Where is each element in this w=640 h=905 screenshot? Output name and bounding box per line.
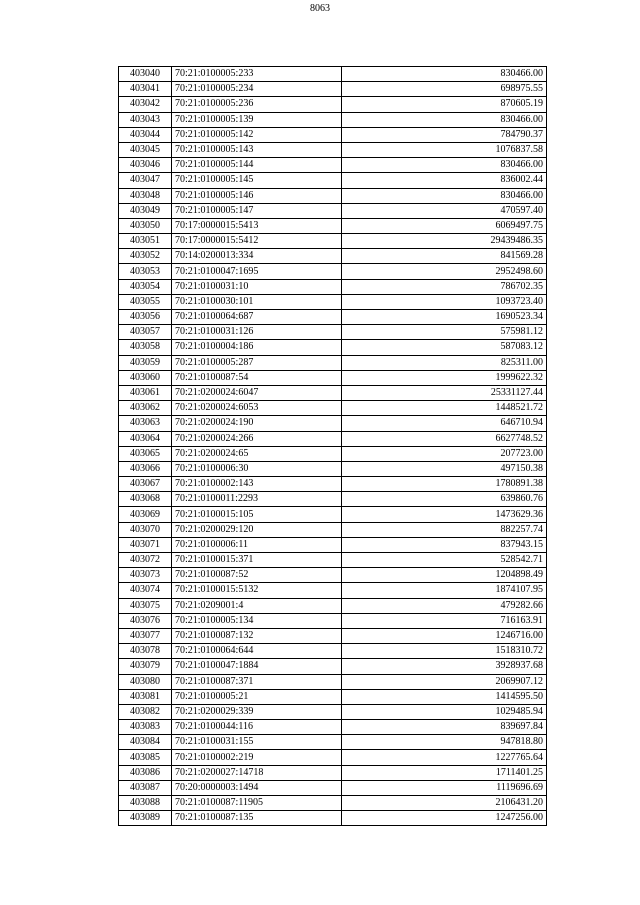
- row-number-cell: 403061: [119, 385, 172, 400]
- cadastral-value-cell: 1690523.34: [342, 310, 547, 325]
- cadastral-number-cell: 70:21:0100004:186: [172, 340, 342, 355]
- table-row: [119, 158, 547, 173]
- cadastral-number-cell: 70:21:0100031:126: [172, 325, 342, 340]
- row-number-cell: 403053: [119, 264, 172, 279]
- cadastral-value-cell: 639860.76: [342, 492, 547, 507]
- row-number-cell: 403059: [119, 355, 172, 370]
- table-row: [119, 583, 547, 598]
- cadastral-number-cell: 70:21:0100087:135: [172, 811, 342, 826]
- table-row: [119, 355, 547, 370]
- cadastral-value-cell: 1711401.25: [342, 765, 547, 780]
- table-row: [119, 385, 547, 400]
- row-number-cell: 403072: [119, 553, 172, 568]
- table-row: [119, 598, 547, 613]
- table-row: [119, 294, 547, 309]
- cadastral-value-cell: 1999622.32: [342, 370, 547, 385]
- cadastral-value-cell: 1246716.00: [342, 628, 547, 643]
- cadastral-value-cell: 1227765.64: [342, 750, 547, 765]
- row-number-cell: 403079: [119, 659, 172, 674]
- cadastral-number-cell: 70:21:0100005:147: [172, 203, 342, 218]
- cadastral-value-cell: 947818.80: [342, 735, 547, 750]
- row-number-cell: 403055: [119, 294, 172, 309]
- row-number-cell: 403062: [119, 401, 172, 416]
- row-number-cell: 403051: [119, 234, 172, 249]
- row-number-cell: 403046: [119, 158, 172, 173]
- row-number-cell: 403067: [119, 477, 172, 492]
- table-row: [119, 325, 547, 340]
- cadastral-number-cell: 70:21:0100044:116: [172, 720, 342, 735]
- cadastral-value-cell: 716163.91: [342, 613, 547, 628]
- cadastral-value-cell: 25331127.44: [342, 385, 547, 400]
- cadastral-value-cell: 1029485.94: [342, 704, 547, 719]
- row-number-cell: 403082: [119, 704, 172, 719]
- table-row: [119, 249, 547, 264]
- cadastral-value-cell: 839697.84: [342, 720, 547, 735]
- row-number-cell: 403042: [119, 97, 172, 112]
- cadastral-number-cell: 70:21:0100005:144: [172, 158, 342, 173]
- row-number-cell: 403043: [119, 112, 172, 127]
- cadastral-value-cell: 1874107.95: [342, 583, 547, 598]
- row-number-cell: 403044: [119, 127, 172, 142]
- row-number-cell: 403066: [119, 461, 172, 476]
- table-row: [119, 310, 547, 325]
- cadastral-value-cell: 1119696.69: [342, 780, 547, 795]
- table-row: [119, 689, 547, 704]
- cadastral-value-cell: 1473629.36: [342, 507, 547, 522]
- cadastral-value-cell: 1518310.72: [342, 644, 547, 659]
- row-number-cell: 403045: [119, 142, 172, 157]
- table-row: [119, 401, 547, 416]
- table-row: [119, 720, 547, 735]
- cadastral-number-cell: 70:21:0100015:5132: [172, 583, 342, 598]
- cadastral-number-cell: 70:21:0200024:65: [172, 446, 342, 461]
- table-row: [119, 67, 547, 82]
- cadastral-value-cell: 841569.28: [342, 249, 547, 264]
- cadastral-value-cell: 825311.00: [342, 355, 547, 370]
- table-row: [119, 188, 547, 203]
- cadastral-value-cell: 1247256.00: [342, 811, 547, 826]
- row-number-cell: 403088: [119, 796, 172, 811]
- cadastral-number-cell: 70:21:0200024:190: [172, 416, 342, 431]
- cadastral-number-cell: 70:21:0100006:30: [172, 461, 342, 476]
- table-row: [119, 537, 547, 552]
- table-row: [119, 142, 547, 157]
- cadastral-number-cell: 70:17:0000015:5413: [172, 218, 342, 233]
- table-row: [119, 735, 547, 750]
- table-row: [119, 112, 547, 127]
- table-row: [119, 750, 547, 765]
- cadastral-value-cell: 830466.00: [342, 112, 547, 127]
- table-row: [119, 507, 547, 522]
- cadastral-number-cell: 70:21:0200024:6047: [172, 385, 342, 400]
- cadastral-number-cell: 70:21:0100015:371: [172, 553, 342, 568]
- table-row: [119, 446, 547, 461]
- row-number-cell: 403060: [119, 370, 172, 385]
- cadastral-value-cell: 837943.15: [342, 537, 547, 552]
- row-number-cell: 403064: [119, 431, 172, 446]
- row-number-cell: 403087: [119, 780, 172, 795]
- table-row: [119, 659, 547, 674]
- cadastral-number-cell: 70:21:0100064:644: [172, 644, 342, 659]
- cadastral-value-cell: 1448521.72: [342, 401, 547, 416]
- cadastral-number-cell: 70:21:0100030:101: [172, 294, 342, 309]
- table-row: [119, 218, 547, 233]
- cadastral-number-cell: 70:17:0000015:5412: [172, 234, 342, 249]
- cadastral-value-cell: 830466.00: [342, 188, 547, 203]
- table-row: [119, 553, 547, 568]
- cadastral-value-cell: 528542.71: [342, 553, 547, 568]
- table-row: [119, 264, 547, 279]
- cadastral-number-cell: 70:21:0100002:143: [172, 477, 342, 492]
- cadastral-value-cell: 2952498.60: [342, 264, 547, 279]
- table-row: [119, 492, 547, 507]
- row-number-cell: 403080: [119, 674, 172, 689]
- cadastral-value-cell: 786702.35: [342, 279, 547, 294]
- table-row: [119, 203, 547, 218]
- cadastral-value-cell: 6627748.52: [342, 431, 547, 446]
- table-row: [119, 173, 547, 188]
- cadastral-value-cell: 497150.38: [342, 461, 547, 476]
- cadastral-number-cell: 70:20:0000003:1494: [172, 780, 342, 795]
- table-row: [119, 613, 547, 628]
- cadastral-value-cell: 836002.44: [342, 173, 547, 188]
- table-row: [119, 704, 547, 719]
- row-number-cell: 403086: [119, 765, 172, 780]
- cadastral-value-cell: 1204898.49: [342, 568, 547, 583]
- cadastral-value-cell: 575981.12: [342, 325, 547, 340]
- row-number-cell: 403063: [119, 416, 172, 431]
- row-number-cell: 403054: [119, 279, 172, 294]
- cadastral-value-cell: 29439486.35: [342, 234, 547, 249]
- cadastral-number-cell: 70:21:0100087:132: [172, 628, 342, 643]
- row-number-cell: 403040: [119, 67, 172, 82]
- table-row: [119, 97, 547, 112]
- row-number-cell: 403069: [119, 507, 172, 522]
- cadastral-number-cell: 70:21:0100011:2293: [172, 492, 342, 507]
- cadastral-value-cell: 479282.66: [342, 598, 547, 613]
- table-row: [119, 644, 547, 659]
- cadastral-value-cell: 1076837.58: [342, 142, 547, 157]
- cadastral-number-cell: 70:21:0100005:236: [172, 97, 342, 112]
- row-number-cell: 403071: [119, 537, 172, 552]
- cadastral-number-cell: 70:14:0200013:334: [172, 249, 342, 264]
- cadastral-value-cell: 2069907.12: [342, 674, 547, 689]
- table-row: [119, 127, 547, 142]
- cadastral-value-cell: 698975.55: [342, 82, 547, 97]
- row-number-cell: 403056: [119, 310, 172, 325]
- cadastral-number-cell: 70:21:0100087:11905: [172, 796, 342, 811]
- table-row: [119, 765, 547, 780]
- cadastral-number-cell: 70:21:0100005:143: [172, 142, 342, 157]
- row-number-cell: 403070: [119, 522, 172, 537]
- cadastral-number-cell: 70:21:0200029:120: [172, 522, 342, 537]
- table-row: [119, 416, 547, 431]
- table-row: [119, 522, 547, 537]
- table-row: [119, 431, 547, 446]
- cadastral-value-cell: 870605.19: [342, 97, 547, 112]
- table-row: [119, 340, 547, 355]
- cadastral-number-cell: 70:21:0100006:11: [172, 537, 342, 552]
- cadastral-number-cell: 70:21:0100005:145: [172, 173, 342, 188]
- table-row: [119, 370, 547, 385]
- cadastral-value-cell: 830466.00: [342, 158, 547, 173]
- row-number-cell: 403052: [119, 249, 172, 264]
- row-number-cell: 403058: [119, 340, 172, 355]
- row-number-cell: 403081: [119, 689, 172, 704]
- cadastral-value-cell: 646710.94: [342, 416, 547, 431]
- cadastral-value-cell: 882257.74: [342, 522, 547, 537]
- cadastral-value-cell: 3928937.68: [342, 659, 547, 674]
- cadastral-value-cell: 587083.12: [342, 340, 547, 355]
- cadastral-number-cell: 70:21:0100031:155: [172, 735, 342, 750]
- row-number-cell: 403075: [119, 598, 172, 613]
- table-row: [119, 628, 547, 643]
- cadastral-number-cell: 70:21:0100005:146: [172, 188, 342, 203]
- table-row: [119, 674, 547, 689]
- cadastral-number-cell: 70:21:0100005:21: [172, 689, 342, 704]
- row-number-cell: 403089: [119, 811, 172, 826]
- table-row: [119, 568, 547, 583]
- row-number-cell: 403068: [119, 492, 172, 507]
- cadastral-number-cell: 70:21:0100064:687: [172, 310, 342, 325]
- cadastral-number-cell: 70:21:0200024:266: [172, 431, 342, 446]
- cadastral-value-cell: 1780891.38: [342, 477, 547, 492]
- row-number-cell: 403083: [119, 720, 172, 735]
- row-number-cell: 403074: [119, 583, 172, 598]
- cadastral-number-cell: 70:21:0200024:6053: [172, 401, 342, 416]
- cadastral-number-cell: 70:21:0100002:219: [172, 750, 342, 765]
- cadastral-value-table: [118, 66, 547, 826]
- table-row: [119, 477, 547, 492]
- cadastral-value-cell: 207723.00: [342, 446, 547, 461]
- cadastral-value-cell: 470597.40: [342, 203, 547, 218]
- row-number-cell: 403047: [119, 173, 172, 188]
- cadastral-number-cell: 70:21:0100005:134: [172, 613, 342, 628]
- cadastral-number-cell: 70:21:0200027:14718: [172, 765, 342, 780]
- page-number: 8063: [310, 3, 330, 14]
- cadastral-value-cell: 1414595.50: [342, 689, 547, 704]
- cadastral-number-cell: 70:21:0209001:4: [172, 598, 342, 613]
- cadastral-value-cell: 784790.37: [342, 127, 547, 142]
- cadastral-number-cell: 70:21:0100047:1695: [172, 264, 342, 279]
- row-number-cell: 403065: [119, 446, 172, 461]
- table-row: [119, 796, 547, 811]
- row-number-cell: 403077: [119, 628, 172, 643]
- cadastral-number-cell: 70:21:0100005:139: [172, 112, 342, 127]
- cadastral-value-cell: 2106431.20: [342, 796, 547, 811]
- cadastral-value-cell: 6069497.75: [342, 218, 547, 233]
- cadastral-number-cell: 70:21:0100031:10: [172, 279, 342, 294]
- cadastral-number-cell: 70:21:0100087:54: [172, 370, 342, 385]
- table-row: [119, 234, 547, 249]
- row-number-cell: 403078: [119, 644, 172, 659]
- row-number-cell: 403084: [119, 735, 172, 750]
- row-number-cell: 403073: [119, 568, 172, 583]
- cadastral-value-cell: 1093723.40: [342, 294, 547, 309]
- cadastral-number-cell: 70:21:0100015:105: [172, 507, 342, 522]
- table-row: [119, 780, 547, 795]
- cadastral-number-cell: 70:21:0100005:142: [172, 127, 342, 142]
- cadastral-number-cell: 70:21:0100087:371: [172, 674, 342, 689]
- row-number-cell: 403050: [119, 218, 172, 233]
- table-row: [119, 82, 547, 97]
- row-number-cell: 403048: [119, 188, 172, 203]
- row-number-cell: 403076: [119, 613, 172, 628]
- cadastral-number-cell: 70:21:0100005:234: [172, 82, 342, 97]
- row-number-cell: 403057: [119, 325, 172, 340]
- table-row: [119, 461, 547, 476]
- cadastral-number-cell: 70:21:0100005:233: [172, 67, 342, 82]
- cadastral-number-cell: 70:21:0100047:1884: [172, 659, 342, 674]
- cadastral-number-cell: 70:21:0200029:339: [172, 704, 342, 719]
- table-row: [119, 279, 547, 294]
- cadastral-number-cell: 70:21:0100087:52: [172, 568, 342, 583]
- row-number-cell: 403041: [119, 82, 172, 97]
- row-number-cell: 403085: [119, 750, 172, 765]
- table-row: [119, 811, 547, 826]
- cadastral-number-cell: 70:21:0100005:287: [172, 355, 342, 370]
- table-body: [119, 67, 547, 826]
- cadastral-value-cell: 830466.00: [342, 67, 547, 82]
- row-number-cell: 403049: [119, 203, 172, 218]
